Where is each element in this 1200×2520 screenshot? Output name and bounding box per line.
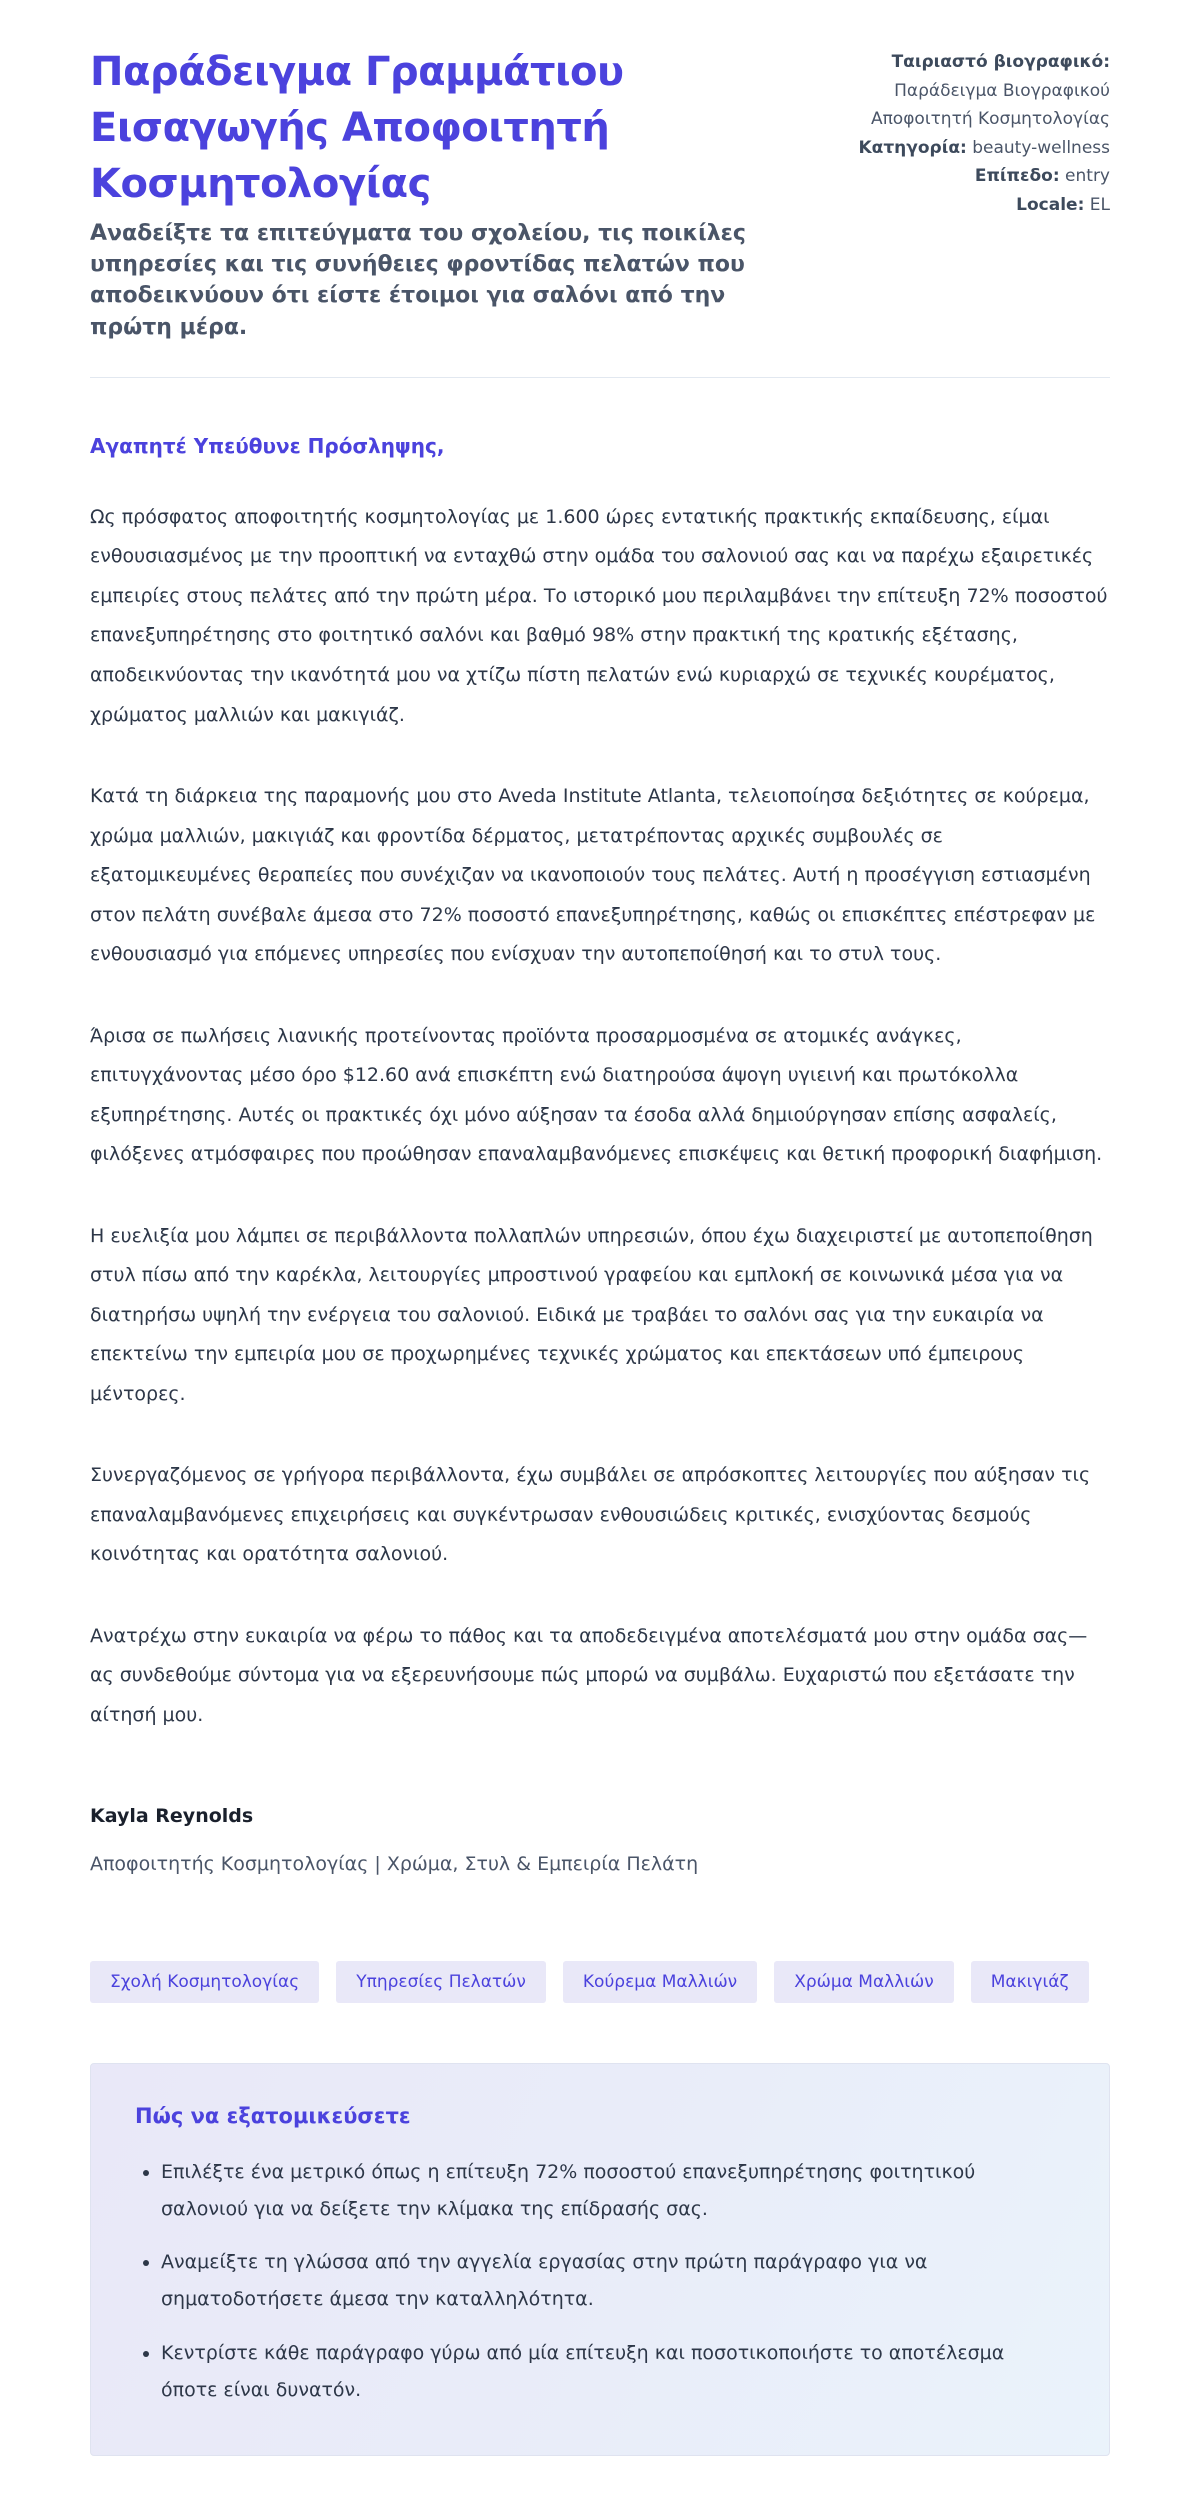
meta-matching-resume-value: Παράδειγμα Βιογραφικού Αποφοιτητή Κοσμητολογίας xyxy=(870,80,1110,130)
signature-role: Αποφοιτητής Κοσμητολογίας | Χρώμα, Στυλ & Εμπειρία Πελάτη xyxy=(90,1853,699,1876)
tag-chip-cosmetology-school[interactable]: Σχολή Κοσμητολογίας xyxy=(90,1961,319,2003)
letter-body xyxy=(90,434,1110,1875)
tag-chip-hair-color[interactable]: Χρώμα Μαλλιών xyxy=(774,1961,954,2003)
customize-callout xyxy=(90,2063,1110,2455)
meta-matching-resume xyxy=(850,48,1110,134)
letter-paragraph: Κατά τη διάρκεια της παραμονής μου στο Aveda Institute Atlanta, τελειοποίησα δεξιότητες σε κούρεμα, χρώμα μαλλιών, μακιγιάζ και φροντίδα δέρματος, μετατρέποντας αρχικές συμβουλές σε εξατομικευμένες θεραπείες που συνέχιζαν να ικανοποιούν τους πελάτες. Αυτή η προσέγγιση εστιασμένη στον πελάτη συνέβαλε άμεσα στο 72% ποσοστό επανεξυπηρέτησης, καθώς οι επισκέπτες επέστρεφαν με ενθουσιασμό για επόμενες υπηρεσίες που ενίσχυαν την αυτοπεποίθησή και το στυλ τους. xyxy=(90,785,1096,966)
meta-locale xyxy=(850,191,1110,220)
meta-category-value: beauty-wellness xyxy=(972,137,1110,158)
customize-tip: • Αναμείξτε τη γλώσσα από την αγγελία εργασίας στην πρώτη παράγραφο για να σηματοδοτήσετε άμεσα την καταλληλότητα. xyxy=(161,2244,1065,2318)
letter-paragraph: Άρισα σε πωλήσεις λιανικής προτείνοντας προϊόντα προσαρμοσμένα σε ατομικές ανάγκες, επιτυγχάνοντας μέσο όρο $12.60 ανά επισκέπτη ενώ διατηρούσα άψογη υγιεινή και πρωτόκολλα εξυπηρέτησης. Αυτές οι πρακτικές όχι μόνο αύξησαν τα έσοδα αλλά δημιούργησαν επίσης ασφαλείς, φιλόξενες ατμόσφαιρες που προώθησαν επαναλαμβανόμενες επισκέψεις και θετική προφορική διαφήμιση. xyxy=(90,1024,1103,1166)
letter-paragraph: Συνεργαζόμενος σε γρήγορα περιβάλλοντα, έχω συμβάλει σε απρόσκοπτες λειτουργίες που αύξησαν τις επαναλαμβανόμενες επιχειρήσεις και συγκέντρωσαν ενθουσιώδεις κριτικές, ενισχύοντας δεσμούς κοινότητας και ορατότητα σαλονιού. xyxy=(90,1464,1091,1566)
tag-chip-client-services[interactable]: Υπηρεσίες Πελατών xyxy=(336,1961,546,2003)
tag-list xyxy=(90,1961,1110,2003)
page-subtitle: Αναδείξτε τα επιτεύγματα του σχολείου, τις ποικίλες υπηρεσίες και τις συνήθειες φροντίδας πελατών που αποδεικνύουν ότι είστε έτοιμοι για σαλόνι από την πρώτη μέρα. xyxy=(90,221,746,340)
letter-paragraph: Ως πρόσφατος αποφοιτητής κοσμητολογίας με 1.600 ώρες εντατικής πρακτικής εκπαίδευσης, είμαι ενθουσιασμένος με την προοπτική να ενταχθώ στην ομάδα του σαλονιού σας και να παρέχω εξαιρετικές εμπειρίες στους πελάτες από την πρώτη μέρα. Το ιστορικό μου περιλαμβάνει την επίτευξη 72% ποσοστού επανεξυπηρέτησης στο φοιτητικό σαλόνι και βαθμό 98% στην πρακτική της κρατικής εξέτασης, αποδεικνύοντας την ικανότητά μου να χτίζω πίστη πελατών ενώ κυριαρχώ σε τεχνικές κουρέματος, χρώματος μαλλιών και μακιγιάζ. xyxy=(90,505,1108,726)
content-container xyxy=(90,0,1110,2456)
meta-level xyxy=(850,162,1110,191)
signature-block xyxy=(90,1805,1110,1875)
page-title: Παράδειγμα Γραμμάτιου Εισαγωγής Αποφοιτητή Κοσμητολογίας xyxy=(90,49,624,207)
meta-locale-label: Locale: xyxy=(1016,194,1085,215)
customize-tip: • Επιλέξτε ένα μετρικό όπως η επίτευξη 72% ποσοστού επανεξυπηρέτησης φοιτητικού σαλονιού για να δείξετε την κλίμακα της επίδρασής σας. xyxy=(161,2154,1065,2228)
meta-locale-value: EL xyxy=(1089,194,1110,215)
letter-paragraph: Η ευελιξία μου λάμπει σε περιβάλλοντα πολλαπλών υπηρεσιών, όπου έχω διαχειριστεί με αυτοπεποίθηση στυλ πίσω από την καρέκλα, λειτουργίες μπροστινού γραφείου και εμπλοκή σε κοινωνικά μέσα για να διατηρήσω υψηλή την ενέργεια του σαλονιού. Ειδικά με τραβάει το σαλόνι σας για την ευκαιρία να επεκτείνω την εμπειρία μου σε προχωρημένες τεχνικές χρώματος και επεκτάσεων υπό έμπειρους μέντορες. xyxy=(90,1224,1093,1405)
customize-heading: Πώς να εξατομικεύσετε xyxy=(135,2104,411,2129)
signature-name: Kayla Reynolds xyxy=(90,1805,254,1828)
meta-level-label: Επίπεδο: xyxy=(974,166,1060,187)
header-divider xyxy=(90,377,1110,378)
customize-tip-list xyxy=(135,2154,1065,2408)
customize-tip: • Κεντρίστε κάθε παράγραφο γύρω από μία επίτευξη και ποσοτικοποιήστε το αποτέλεσμα όποτε είναι δυνατόν. xyxy=(161,2335,1065,2409)
meta-category-label: Κατηγορία: xyxy=(858,137,967,158)
meta-sidebar xyxy=(850,44,1110,219)
tag-chip-haircutting[interactable]: Κούρεμα Μαλλιών xyxy=(563,1961,757,2003)
letter-greeting: Αγαπητέ Υπεύθυνε Πρόσληψης, xyxy=(90,433,445,458)
meta-category xyxy=(850,134,1110,163)
tag-chip-makeup[interactable]: Μακιγιάζ xyxy=(971,1961,1089,2003)
meta-level-value: entry xyxy=(1065,166,1110,187)
page-header xyxy=(90,44,1110,343)
header-title-block xyxy=(90,44,750,343)
meta-matching-resume-label: Ταιριαστό βιογραφικό: xyxy=(891,52,1110,72)
letter-paragraph: Ανατρέχω στην ευκαιρία να φέρω το πάθος και τα αποδεδειγμένα αποτελέσματά μου στην ομάδα σας—ας συνδεθούμε σύντομα για να εξερευνήσουμε πώς μπορώ να συμβάλω. Ευχαριστώ που εξετάσατε την αίτησή μου. xyxy=(90,1624,1088,1726)
